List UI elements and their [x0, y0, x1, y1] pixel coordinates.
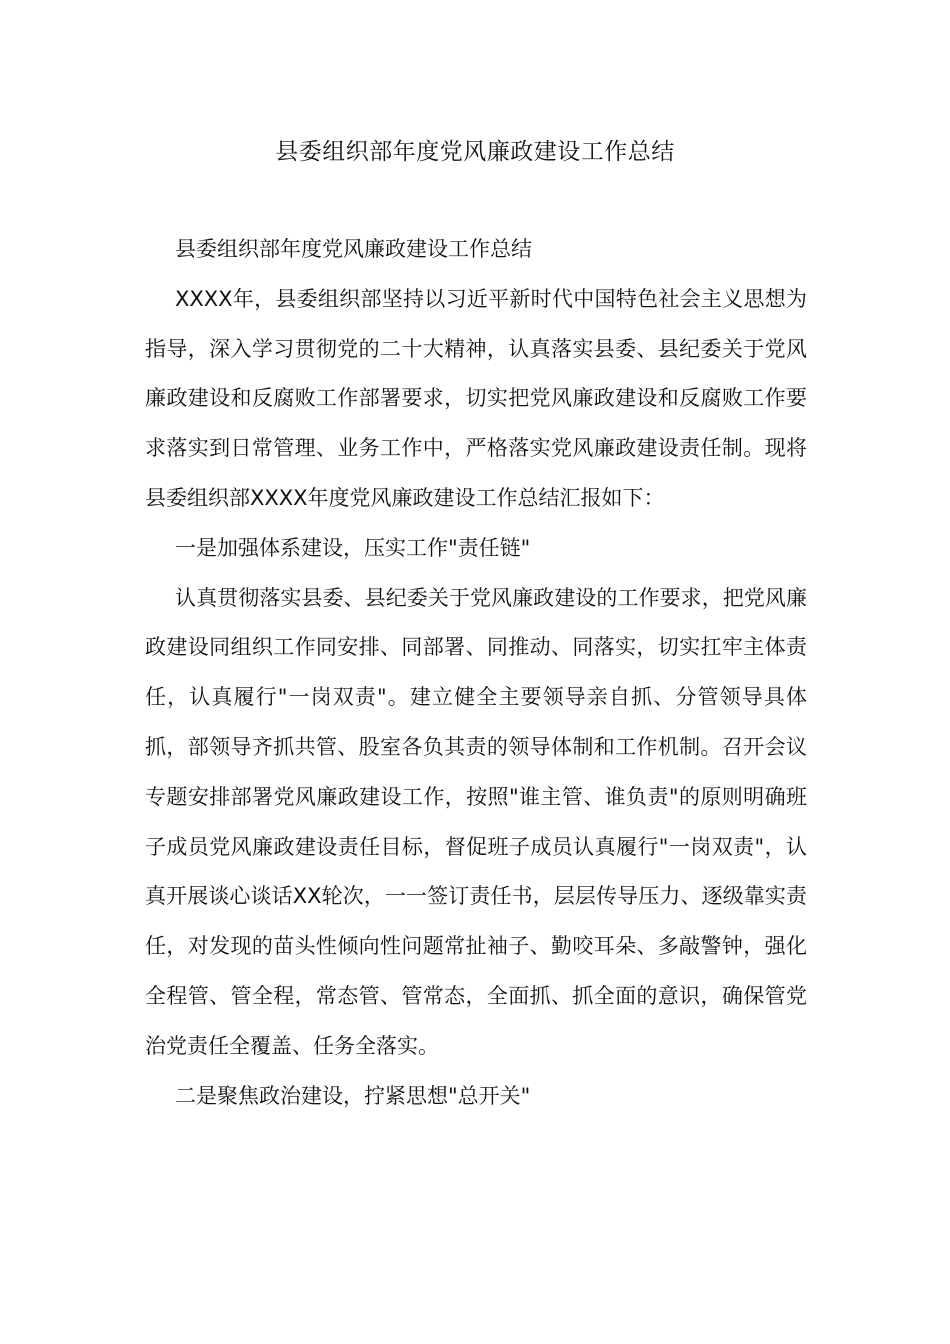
document-title: 县委组织部年度党风廉政建设工作总结	[275, 139, 675, 165]
section-heading-1: 一是加强体系建设，压实工作"责任链"	[175, 535, 531, 560]
document-body	[145, 225, 807, 1121]
paragraph-subtitle: 县委组织部年度党风廉政建设工作总结	[175, 237, 532, 261]
section-heading-2: 二是聚焦政治建设，拧紧思想"总开关"	[175, 1083, 531, 1108]
paragraph-intro: XXXX年，县委组织部坚持以习近平新时代中国特色社会主义思想为指导，深入学习贯彻党的二十大精神，认真落实县委、县纪委关于党风廉政建设和反腐败工作部署要求，切实把党风廉政建设和反腐败工作要求落实到日常管理、业务工作中，严格落实党风廉政建设责任制。现将县委组织部XXXX年度党风廉政建设工作总结汇报如下：	[145, 286, 807, 510]
paragraph-section-1: 认真贯彻落实县委、县纪委关于党风廉政建设的工作要求，把党风廉政建设同组织工作同安排、同部署、同推动、同落实，切实扛牢主体责任，认真履行"一岗双责"。建立健全主要领导亲自抓、分管领导具体抓，部领导齐抓共管、股室各负其责的领导体制和工作机制。召开会议专题安排部署党风廉政建设工作，按照"谁主管、谁负责"的原则明确班子成员党风廉政建设责任目标，督促班子成员认真履行"一岗双责"，认真开展谈心谈话XX轮次，一一签订责任书，层层传导压力、逐级靠实责任，对发现的苗头性倾向性问题常扯袖子、勤咬耳朵、多敲警钟，强化全程管、管全程，常态管、管常态，全面抓、抓全面的意识，确保管党治党责任全覆盖、任务全落实。	[145, 585, 807, 1058]
